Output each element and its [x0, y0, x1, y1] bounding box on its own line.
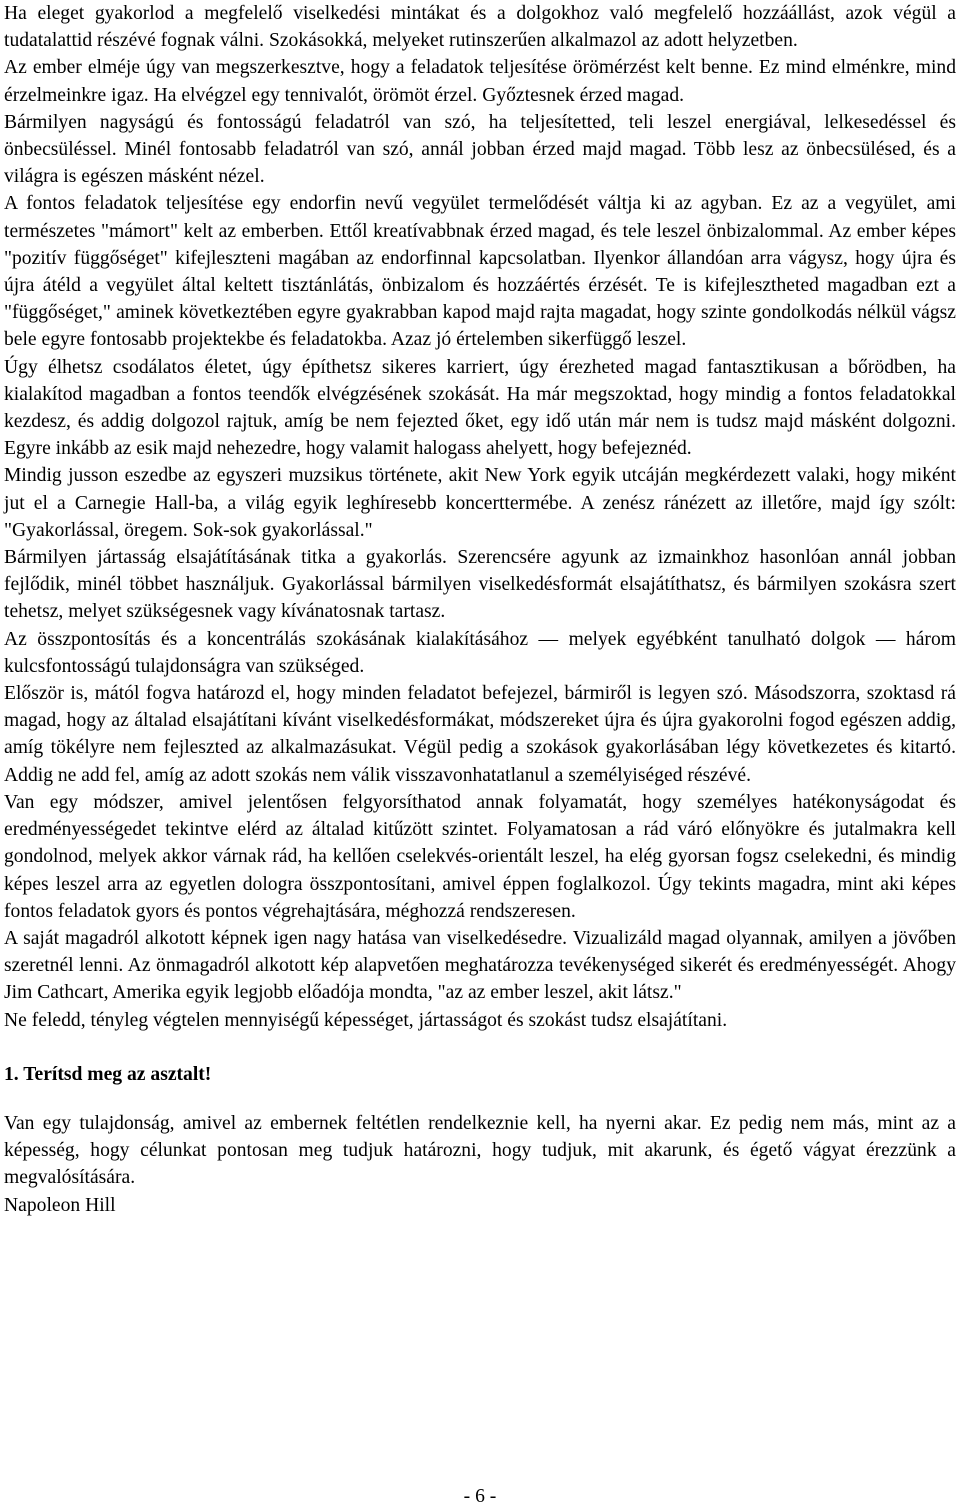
- paragraph: Az ember elméje úgy van megszerkesztve, hogy a feladatok teljesítése örömérzést kelt benne. Ez mind elménkre, mind érzelmeinkre igaz. Ha elvégzel egy tennivalót, örömöt érzel. Győztesnek érzed magad.: [4, 57, 956, 106]
- document-page: [4, 0, 956, 1219]
- section-heading: 1. Terítsd meg az asztalt!: [4, 1063, 212, 1085]
- quote-author: Napoleon Hill: [4, 1194, 116, 1216]
- paragraph: A saját magadról alkotott képnek igen nagy hatása van viselkedésedre. Vizualizáld magad olyannak, amilyen a jövőben szeretnél lenni. Az önmagadról alkotott kép alapvetően meghatározza tevékenységed sikerét és eredményességét. Ahogy Jim Cathcart, Amerika egyik legjobb előadója mondta, "az az ember leszel, akit látsz.": [4, 927, 956, 1004]
- paragraph: Úgy élhetsz csodálatos életet, úgy építhetsz sikeres karriert, úgy érezheted magad fantasztikusan a bőrödben, ha kialakítod magadban a fontos teendők elvégzésének szokását. Ha már megszoktad, hogy mindig a fontos feladatokkal kezdesz, és addig dolgozol rajtuk, amíg be nem fejezted őket, egy idő után már nem is tudsz majd másként dolgozni. Egyre inkább az esik majd nehezedre, hogy valamit halogass ahelyett, hogy befejeznéd.: [4, 356, 956, 460]
- paragraph: Ha eleget gyakorlod a megfelelő viselkedési mintákat és a dolgokhoz való megfelelő hozzáállást, azok végül a tudatalattid részévé fognak válni. Szokásokká, melyeket rutinszerűen alkalmazol az adott helyzetben.: [4, 3, 956, 52]
- paragraph: Először is, mától fogva határozd el, hogy minden feladatot befejezel, bármiről is legyen szó. Másodszorra, szoktasd rá magad, hogy az általad elsajátítani kívánt viselkedésformákat, módszereket újra és újra gyakorolni fogod egészen addig, amíg tökélyre nem fejleszted az alkalmazásukat. Végül pedig a szokások gyakorlásában légy következetes és kitartó. Addig ne add fel, amíg az adott szokás nem válik visszavonhatatlanul a személyiséged részévé.: [4, 683, 956, 786]
- spacer: [4, 1034, 956, 1061]
- paragraph: Az összpontosítás és a koncentrálás szokásának kialakításához — melyek egyébként tanulható dolgok — három kulcsfontosságú tulajdonságra van szükséged.: [4, 628, 956, 677]
- paragraph: Bármilyen nagyságú és fontosságú feladatról van szó, ha teljesítetted, teli leszel energiával, lelkesedéssel és önbecsüléssel. Minél fontosabb feladatról van szó, annál jobban érzed majd magad. Több lesz az önbecsülésed, és a világra is egészen másként nézel.: [4, 111, 956, 188]
- paragraph: Ne feledd, tényleg végtelen mennyiségű képességet, jártasságot és szokást tudsz elsajátítani.: [4, 1009, 728, 1031]
- paragraph: Van egy tulajdonság, amivel az embernek feltétlen rendelkeznie kell, ha nyerni akar. Ez pedig nem más, mint az a képesség, hogy célunkat pontosan meg tudjuk határozni, hogy tudjuk, mit akarunk, és égető vágyat érezzünk a megvalósítására.: [4, 1112, 956, 1189]
- paragraph: Mindig jusson eszedbe az egyszeri muzsikus története, akit New York egyik utcáján megkérdezett valaki, hogy miként jut el a Carnegie Hall-ba, a világ egyik leghíresebb koncerttermébe. A zenész ránézett az illetőre, majd így szólt: "Gyakorlással, öregem. Sok-sok gyakorlással.": [4, 465, 956, 541]
- paragraph: Van egy módszer, amivel jelentősen felgyorsíthatod annak folyamatát, hogy személyes hatékonyságodat és eredményességedet tekintve elérd az általad kitűzött szintet. Folyamatosan a rád váró előnyökre és jutalmakra kell gondolnod, melyek akkor várnak rád, ha kellően cselekvés-orientált leszel, ha elég gyorsan fogsz cselekedni, és mindig képes leszel arra az egyetlen dologra összpontosítani, amivel éppen foglalkozol. Úgy tekints magadra, mint aki képes fontos feladatok gyors és pontos végrehajtására, méghozzá rendszeresen.: [4, 791, 956, 922]
- paragraph: Bármilyen jártasság elsajátításának titka a gyakorlás. Szerencsére agyunk az izmainkhoz hasonlóan annál jobban fejlődik, minél többet használjuk. Gyakorlással bármilyen viselkedésformát elsajátíthatsz, és bármilyen szokásra szert tehetsz, melyet szükségesnek vagy kívánatosnak tartasz.: [4, 547, 956, 623]
- page-number: - 6 -: [463, 1486, 497, 1507]
- spacer: [4, 1088, 956, 1110]
- paragraph: A fontos feladatok teljesítése egy endorfin nevű vegyület termelődését váltja ki az agyban. Ez az a vegyület, ami természetes "mámort" kelt az emberben. Ettől kreatívabbnak érzed magad, és tele leszel önbizalommal. Az ember képes "pozitív függőséget" kifejleszteni magában az endorfinnal kapcsolatban. Ilyenkor állandóan arra vágysz, hogy újra és újra átéld a vegyület által keltett tisztánlátás, önbizalom és hozzáértés érzését. Te is kifejlesztheted magadban ezt a "függőséget," aminek következtében egyre gyakrabban kapod majd rajta magadat, hogy szinte gondolkodás nélkül vágsz bele egyre fontosabb projektekbe és feladatokba. Azaz jó értelemben sikerfüggő leszel.: [4, 193, 956, 351]
